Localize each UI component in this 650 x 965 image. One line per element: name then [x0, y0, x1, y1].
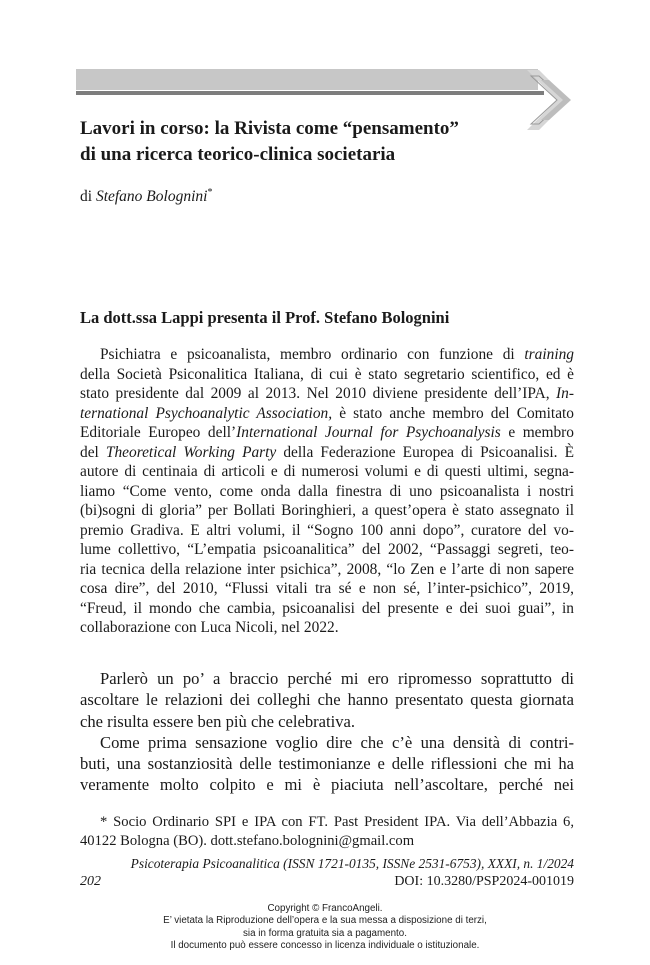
intro-line: Psichiatra e psicoanalista, membro ordinario con funzione di training [100, 346, 574, 363]
intro-line: della Società Psiconalitica Italiana, di cui è stato segretario scientifico, ed è [80, 365, 574, 383]
journal-citation: Psicoterapia Psicoanalitica (ISSN 1721-0135, ISSNe 2531-6753), XXXI, n. 1/2024 [130, 856, 574, 871]
body-line: Come prima sensazione voglio dire che c’è una densità di contri- [100, 732, 574, 752]
body-line: veramente molto colpito e mi è piaciuta nell’ascoltare, perché nei [80, 775, 574, 795]
footnote-line: * Socio Ordinario SPI e IPA con FT. Past President IPA. Via dell’Abbazia 6, [100, 814, 574, 830]
intro-line: “Freud, il mondo che cambia, psicoanalisi del presente e dei suoi guai”, in [80, 599, 574, 617]
intro-line: stato presidente dal 2009 al 2013. Nel 2010 diviene presidente dell’IPA, In- [80, 385, 574, 402]
title-line: di una ricerca teorico-clinica societaria [80, 144, 396, 165]
page-number: 202 [80, 874, 101, 889]
copyright-line: Il documento può essere concesso in licenza individuale o istituzionale. [170, 940, 480, 952]
header-banner [76, 69, 538, 90]
italic-text: training [524, 346, 574, 363]
body-line: che risulta essere ben più che celebrativa. [80, 711, 356, 731]
intro-line: (bi)sogni di gloria” per Bollati Boringhieri, a quest’opera è stato assegnato il [80, 502, 574, 519]
intro-line: collaborazione con Luca Nicoli, nel 2022. [80, 619, 339, 636]
intro-line: Editoriale Europeo dell’International Journal for Psychoanalysis e membro [80, 424, 574, 441]
footnote [80, 813, 574, 851]
header-rule [76, 91, 544, 95]
footnote-marker: * [207, 187, 213, 198]
intro-line: cosa dire”, del 2010, “Flussi vitali tra sé e non sé, l’inter-psichico”, 2019, [80, 580, 574, 597]
intro-line: del Theoretical Working Party della Federazione Europea di Psicoanalisi. È [80, 443, 574, 461]
italic-text: Theoretical Working Party [105, 443, 277, 461]
copyright-line: E’ vietata la Riproduzione dell’opera e la sua messa a disposizione di terzi, [163, 915, 487, 927]
article-title [80, 116, 530, 168]
italic-text: International Journal for Psychoanalysis [236, 424, 501, 441]
footnote-line: 40122 Bologna (BO). dott.stefano.bolognini@gmail.com [80, 833, 415, 849]
intro-line: liamo “Come vento, come onda dalla finestra di uno psicoanalista i nostri [80, 482, 574, 500]
doi: DOI: 10.3280/PSP2024-001019 [394, 874, 574, 889]
italic-text: ternational Psychoanalytic Association, [80, 404, 333, 422]
copyright-line: sia in forma gratuita sia a pagamento. [243, 927, 407, 939]
intro-line: premio Gradiva. E altri volumi, il “Sogno 100 anni dopo”, curatore del vo- [80, 521, 574, 539]
body-line: ascoltare le relazioni dei colleghi che hanno presentato questa giornata [80, 690, 574, 710]
title-line: Lavori in corso: la Rivista come “pensamento” [80, 118, 459, 139]
italic-text: In- [556, 385, 574, 402]
intro-line: lume collettivo, “L’empatia psicoanalitica” del 2002, “Passaggi segreti, teo- [80, 541, 574, 558]
intro-line: ria tecnica della relazione inter psichica”, 2008, “lo Zen e l’arte di non sapere [80, 560, 574, 578]
byline-prefix: di [80, 188, 93, 206]
chevron-right-icon [527, 70, 575, 134]
intro-paragraph [80, 345, 574, 638]
body-text [80, 668, 574, 796]
copyright-notice [0, 903, 650, 953]
section-heading: La dott.ssa Lappi presenta il Prof. Stefano Bolognini [80, 308, 450, 327]
author-name: Stefano Bolognini [95, 188, 208, 206]
copyright-line: Copyright © FrancoAngeli. [267, 903, 383, 914]
body-line: Parlerò un po’ a braccio perché mi ero ripromesso soprattutto di [100, 669, 574, 688]
body-line: buti, una sostanziosità delle testimonianze e delle riflessioni che mi ha [80, 754, 574, 774]
intro-line: ternational Psychoanalytic Association, è stato anche membro del Comitato [80, 404, 575, 422]
byline [80, 187, 212, 206]
intro-line: autore di centinaia di articoli e di numerosi volumi e di questi ultimi, segna- [80, 463, 574, 480]
